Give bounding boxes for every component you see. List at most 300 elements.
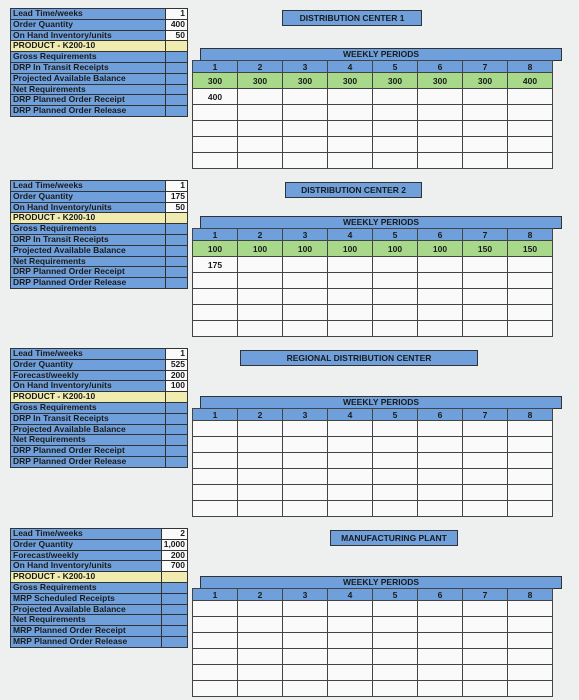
rdc-grid-cell[interactable] bbox=[193, 469, 238, 485]
dc1-grid-cell[interactable] bbox=[328, 121, 373, 137]
dc1-grid-cell[interactable] bbox=[193, 121, 238, 137]
rdc-grid-cell[interactable] bbox=[418, 501, 463, 517]
dc1-grid-cell[interactable] bbox=[508, 137, 553, 153]
dc1-grid-cell[interactable] bbox=[193, 153, 238, 169]
dc2-grid-cell[interactable] bbox=[508, 305, 553, 321]
rdc-grid-cell[interactable] bbox=[328, 437, 373, 453]
dc2-grid-cell[interactable] bbox=[193, 273, 238, 289]
rdc-grid bbox=[192, 408, 553, 517]
mfg-grid-cell[interactable] bbox=[508, 681, 553, 697]
rdc-param-row bbox=[11, 359, 188, 370]
mfg-grid-cell[interactable] bbox=[283, 665, 328, 681]
mfg-grid-cell[interactable] bbox=[373, 617, 418, 633]
mfg-grid-cell[interactable] bbox=[283, 601, 328, 617]
dc2-grid-cell[interactable] bbox=[328, 273, 373, 289]
rdc-period-header bbox=[193, 409, 553, 421]
mfg-param-value[interactable] bbox=[161, 593, 187, 604]
mfg-param-label: Gross Requirements bbox=[11, 582, 162, 593]
dc1-param-value[interactable] bbox=[166, 106, 188, 117]
rdc-param-value[interactable] bbox=[166, 413, 188, 424]
rdc-param-value[interactable] bbox=[166, 424, 188, 435]
rdc-param-row bbox=[11, 456, 188, 467]
rdc-param-label: DRP Planned Order Receipt bbox=[11, 446, 166, 457]
rdc-grid-cell[interactable] bbox=[238, 469, 283, 485]
mfg-grid-cell[interactable] bbox=[238, 601, 283, 617]
dc2-grid-cell[interactable] bbox=[508, 321, 553, 337]
dc2-param-row bbox=[11, 181, 188, 192]
mfg-grid-cell[interactable] bbox=[238, 617, 283, 633]
dc2-grid-cell[interactable]: 100 bbox=[283, 241, 328, 257]
dc2-grid-row bbox=[193, 289, 553, 305]
dc1-grid-cell[interactable] bbox=[418, 89, 463, 105]
dc2-grid-cell[interactable] bbox=[328, 321, 373, 337]
dc1-grid-cell[interactable] bbox=[283, 153, 328, 169]
dc2-grid-cell[interactable]: 100 bbox=[238, 241, 283, 257]
dc1-grid-cell[interactable] bbox=[373, 105, 418, 121]
mfg-grid-cell[interactable] bbox=[328, 665, 373, 681]
rdc-grid-cell[interactable] bbox=[508, 469, 553, 485]
dc1-param-value[interactable] bbox=[166, 73, 188, 84]
rdc-grid-cell[interactable] bbox=[283, 469, 328, 485]
dc2-param-value[interactable]: 1 bbox=[166, 181, 188, 192]
rdc-param-value[interactable] bbox=[166, 435, 188, 446]
mfg-param-label: Forecast/weekly bbox=[11, 550, 162, 561]
mfg-param-value[interactable]: 2 bbox=[161, 529, 187, 540]
dc2-grid-cell[interactable] bbox=[463, 257, 508, 273]
dc1-grid-cell[interactable] bbox=[283, 105, 328, 121]
dc1-grid-cell[interactable] bbox=[193, 105, 238, 121]
dc2-period-number: 5 bbox=[373, 229, 418, 241]
mfg-grid-cell[interactable] bbox=[373, 633, 418, 649]
dc2-grid-cell[interactable] bbox=[373, 257, 418, 273]
dc2-grid-cell[interactable]: 175 bbox=[193, 257, 238, 273]
dc2-param-label: Order Quantity bbox=[11, 191, 166, 202]
rdc-grid-row bbox=[193, 469, 553, 485]
dc1-param-row bbox=[11, 62, 188, 73]
rdc-grid-cell[interactable] bbox=[238, 501, 283, 517]
dc1-grid-cell[interactable] bbox=[238, 153, 283, 169]
rdc-param-label: Lead Time/weeks bbox=[11, 349, 166, 360]
rdc-param-value[interactable]: 1 bbox=[166, 349, 188, 360]
dc2-param-value[interactable]: 50 bbox=[166, 202, 188, 213]
mfg-param-value[interactable] bbox=[161, 582, 187, 593]
dc2-grid-cell[interactable] bbox=[238, 273, 283, 289]
rdc-param-value[interactable]: 100 bbox=[166, 381, 188, 392]
dc1-grid-cell[interactable] bbox=[463, 89, 508, 105]
dc1-grid-cell[interactable]: 300 bbox=[283, 73, 328, 89]
mfg-param-label: Lead Time/weeks bbox=[11, 529, 162, 540]
dc2-param-value[interactable] bbox=[166, 256, 188, 267]
dc1-grid-cell[interactable] bbox=[508, 153, 553, 169]
dc1-grid-cell[interactable] bbox=[283, 89, 328, 105]
dc1-param-value[interactable] bbox=[166, 62, 188, 73]
mfg-grid-cell[interactable] bbox=[193, 665, 238, 681]
rdc-grid-cell[interactable] bbox=[283, 501, 328, 517]
dc1-grid-cell[interactable] bbox=[238, 89, 283, 105]
dc1-grid-cell[interactable] bbox=[238, 121, 283, 137]
rdc-grid-cell[interactable] bbox=[283, 453, 328, 469]
dc2-grid-cell[interactable]: 100 bbox=[373, 241, 418, 257]
mfg-param-value[interactable]: 1,000 bbox=[161, 539, 187, 550]
dc1-grid-cell[interactable] bbox=[463, 137, 508, 153]
rdc-grid-cell[interactable] bbox=[193, 501, 238, 517]
mfg-grid-cell[interactable] bbox=[238, 633, 283, 649]
dc1-grid-cell[interactable]: 400 bbox=[193, 89, 238, 105]
dc2-grid-cell[interactable] bbox=[463, 321, 508, 337]
rdc-grid-cell[interactable] bbox=[238, 421, 283, 437]
mfg-param-value[interactable] bbox=[161, 615, 187, 626]
dc1-param-label: Gross Requirements bbox=[11, 52, 166, 63]
dc2-grid-cell[interactable]: 100 bbox=[193, 241, 238, 257]
rdc-grid-cell[interactable] bbox=[418, 437, 463, 453]
dc1-grid-cell[interactable] bbox=[418, 137, 463, 153]
rdc-grid-cell[interactable] bbox=[463, 501, 508, 517]
dc2-grid-cell[interactable] bbox=[283, 289, 328, 305]
dc2-param-value[interactable] bbox=[166, 213, 188, 224]
rdc-grid-cell[interactable] bbox=[193, 485, 238, 501]
rdc-title: REGIONAL DISTRIBUTION CENTER bbox=[240, 350, 478, 366]
dc2-param-row bbox=[11, 213, 188, 224]
mfg-grid-cell[interactable] bbox=[418, 665, 463, 681]
mfg-grid-cell[interactable] bbox=[283, 681, 328, 697]
rdc-param-value[interactable] bbox=[166, 392, 188, 403]
mfg-param-value[interactable] bbox=[161, 626, 187, 637]
dc2-param-row bbox=[11, 278, 188, 289]
mfg-grid-cell[interactable] bbox=[463, 617, 508, 633]
rdc-param-row bbox=[11, 381, 188, 392]
mfg-grid-row bbox=[193, 665, 553, 681]
dc2-grid-cell[interactable] bbox=[283, 273, 328, 289]
mfg-grid-cell[interactable] bbox=[238, 649, 283, 665]
mfg-grid-cell[interactable] bbox=[283, 649, 328, 665]
mfg-grid-cell[interactable] bbox=[508, 601, 553, 617]
dc1-grid-row bbox=[193, 73, 553, 89]
dc2-param-row bbox=[11, 267, 188, 278]
dc2-grid-cell[interactable] bbox=[283, 321, 328, 337]
dc2-grid-cell[interactable] bbox=[238, 321, 283, 337]
dc1-grid-cell[interactable] bbox=[373, 153, 418, 169]
dc1-grid-cell[interactable] bbox=[283, 121, 328, 137]
mfg-param-value[interactable]: 200 bbox=[161, 550, 187, 561]
dc2-grid-cell[interactable]: 150 bbox=[463, 241, 508, 257]
mfg-param-value[interactable] bbox=[161, 572, 187, 583]
dc2-param-value[interactable] bbox=[166, 267, 188, 278]
rdc-grid-cell[interactable] bbox=[193, 453, 238, 469]
rdc-param-value[interactable] bbox=[166, 456, 188, 467]
dc2-param-row bbox=[11, 245, 188, 256]
rdc-grid-cell[interactable] bbox=[328, 421, 373, 437]
mfg-period-number: 2 bbox=[238, 589, 283, 601]
dc1-grid-cell[interactable] bbox=[193, 137, 238, 153]
dc1-param-row bbox=[11, 19, 188, 30]
dc2-grid-cell[interactable] bbox=[418, 321, 463, 337]
dc2-grid-cell[interactable] bbox=[463, 305, 508, 321]
dc1-param-value[interactable] bbox=[166, 41, 188, 52]
mfg-grid-cell[interactable] bbox=[508, 665, 553, 681]
rdc-grid-cell[interactable] bbox=[463, 453, 508, 469]
dc1-param-value[interactable] bbox=[166, 52, 188, 63]
dc1-grid-cell[interactable] bbox=[508, 105, 553, 121]
mfg-grid-cell[interactable] bbox=[418, 601, 463, 617]
mfg-grid-cell[interactable] bbox=[238, 681, 283, 697]
dc1-param-value[interactable] bbox=[166, 84, 188, 95]
dc2-grid-cell[interactable] bbox=[418, 273, 463, 289]
mfg-grid-cell[interactable] bbox=[373, 649, 418, 665]
rdc-grid-cell[interactable] bbox=[193, 421, 238, 437]
rdc-param-row bbox=[11, 424, 188, 435]
dc1-grid-cell[interactable] bbox=[283, 137, 328, 153]
dc2-period-number: 1 bbox=[193, 229, 238, 241]
rdc-grid-cell[interactable] bbox=[238, 485, 283, 501]
mfg-param-value[interactable]: 700 bbox=[161, 561, 187, 572]
mfg-grid-cell[interactable] bbox=[418, 617, 463, 633]
mfg-grid-cell[interactable] bbox=[463, 601, 508, 617]
mfg-grid-cell[interactable] bbox=[193, 681, 238, 697]
dc1-grid-cell[interactable] bbox=[373, 89, 418, 105]
dc2-grid-cell[interactable] bbox=[373, 289, 418, 305]
dc2-grid-cell[interactable] bbox=[418, 289, 463, 305]
dc1-param-label: DRP Planned Order Release bbox=[11, 106, 166, 117]
dc2-weekly-periods: WEEKLY PERIODS bbox=[200, 216, 562, 229]
rdc-grid-cell[interactable] bbox=[508, 421, 553, 437]
mfg-param-label: PRODUCT - K200-10 bbox=[11, 572, 162, 583]
dc1-param-value[interactable]: 50 bbox=[166, 30, 188, 41]
mfg-grid-cell[interactable] bbox=[463, 649, 508, 665]
mfg-grid-cell[interactable] bbox=[418, 649, 463, 665]
dc1-param-label: On Hand Inventory/units bbox=[11, 30, 166, 41]
mfg-grid-cell[interactable] bbox=[418, 681, 463, 697]
rdc-param-label: Order Quantity bbox=[11, 359, 166, 370]
mfg-period-number: 8 bbox=[508, 589, 553, 601]
mfg-grid-cell[interactable] bbox=[193, 649, 238, 665]
rdc-grid-row bbox=[193, 485, 553, 501]
rdc-grid-cell[interactable] bbox=[463, 437, 508, 453]
dc1-period-number: 3 bbox=[283, 61, 328, 73]
dc1-period-number: 8 bbox=[508, 61, 553, 73]
mfg-grid-cell[interactable] bbox=[508, 617, 553, 633]
dc1-grid-cell[interactable] bbox=[463, 153, 508, 169]
rdc-grid-cell[interactable] bbox=[238, 437, 283, 453]
rdc-grid-cell[interactable] bbox=[418, 421, 463, 437]
dc1-grid-cell[interactable]: 300 bbox=[238, 73, 283, 89]
dc1-grid-cell[interactable] bbox=[238, 137, 283, 153]
rdc-grid-cell[interactable] bbox=[328, 453, 373, 469]
mfg-grid-cell[interactable] bbox=[193, 601, 238, 617]
dc1-grid-cell[interactable] bbox=[373, 121, 418, 137]
rdc-grid-cell[interactable] bbox=[463, 485, 508, 501]
mfg-grid-cell[interactable] bbox=[373, 665, 418, 681]
rdc-grid-cell[interactable] bbox=[508, 437, 553, 453]
rdc-grid-cell[interactable] bbox=[373, 437, 418, 453]
dc1-title: DISTRIBUTION CENTER 1 bbox=[282, 10, 422, 26]
dc2-grid-cell[interactable] bbox=[418, 257, 463, 273]
mfg-period-number: 5 bbox=[373, 589, 418, 601]
rdc-grid-cell[interactable] bbox=[508, 485, 553, 501]
dc2-grid-cell[interactable] bbox=[238, 305, 283, 321]
dc2-param-row bbox=[11, 202, 188, 213]
dc1-period-number: 4 bbox=[328, 61, 373, 73]
dc2-grid-row bbox=[193, 273, 553, 289]
dc2-grid-cell[interactable] bbox=[193, 305, 238, 321]
dc1-grid-row bbox=[193, 89, 553, 105]
rdc-param-row bbox=[11, 349, 188, 360]
dc2-grid-cell[interactable] bbox=[508, 257, 553, 273]
dc2-grid-cell[interactable] bbox=[283, 305, 328, 321]
rdc-grid-cell[interactable] bbox=[283, 421, 328, 437]
rdc-block bbox=[10, 348, 570, 520]
mfg-grid-cell[interactable] bbox=[463, 681, 508, 697]
mfg-grid-cell[interactable] bbox=[328, 601, 373, 617]
dc2-grid-cell[interactable] bbox=[373, 273, 418, 289]
dc2-grid-cell[interactable] bbox=[283, 257, 328, 273]
dc2-grid-cell[interactable] bbox=[238, 257, 283, 273]
dc1-grid-cell[interactable] bbox=[373, 137, 418, 153]
dc2-grid-cell[interactable] bbox=[373, 305, 418, 321]
dc1-grid-row bbox=[193, 137, 553, 153]
rdc-grid-cell[interactable] bbox=[373, 421, 418, 437]
dc2-grid-cell[interactable] bbox=[193, 321, 238, 337]
mfg-param-value[interactable] bbox=[161, 604, 187, 615]
dc1-grid-cell[interactable]: 300 bbox=[193, 73, 238, 89]
mfg-grid-cell[interactable] bbox=[508, 649, 553, 665]
rdc-grid-cell[interactable] bbox=[418, 485, 463, 501]
rdc-grid-cell[interactable] bbox=[283, 437, 328, 453]
rdc-grid-cell[interactable] bbox=[328, 501, 373, 517]
dc1-grid-cell[interactable] bbox=[328, 153, 373, 169]
dc2-grid-cell[interactable]: 150 bbox=[508, 241, 553, 257]
rdc-grid-cell[interactable] bbox=[508, 453, 553, 469]
dc2-grid-cell[interactable] bbox=[373, 321, 418, 337]
mfg-param-value[interactable] bbox=[161, 636, 187, 647]
mfg-grid-cell[interactable] bbox=[283, 633, 328, 649]
dc1-grid-cell[interactable] bbox=[238, 105, 283, 121]
dc2-grid-cell[interactable] bbox=[328, 257, 373, 273]
rdc-param-value[interactable]: 525 bbox=[166, 359, 188, 370]
dc2-grid-cell[interactable] bbox=[238, 289, 283, 305]
dc1-grid-row bbox=[193, 153, 553, 169]
dc2-grid-cell[interactable]: 100 bbox=[418, 241, 463, 257]
mfg-grid-cell[interactable] bbox=[193, 633, 238, 649]
mfg-grid-cell[interactable] bbox=[328, 617, 373, 633]
rdc-grid-cell[interactable] bbox=[328, 485, 373, 501]
mfg-param-row bbox=[11, 593, 188, 604]
dc2-grid-row bbox=[193, 241, 553, 257]
rdc-param-value[interactable]: 200 bbox=[166, 370, 188, 381]
rdc-grid-cell[interactable] bbox=[463, 469, 508, 485]
dc2-grid-cell[interactable] bbox=[193, 289, 238, 305]
dc2-param-value[interactable] bbox=[166, 234, 188, 245]
dc2-grid-cell[interactable] bbox=[328, 305, 373, 321]
mfg-block bbox=[10, 528, 570, 696]
dc1-grid-cell[interactable]: 300 bbox=[328, 73, 373, 89]
dc2-param-value[interactable] bbox=[166, 245, 188, 256]
dc1-period-number: 1 bbox=[193, 61, 238, 73]
mfg-grid-cell[interactable] bbox=[463, 665, 508, 681]
dc2-grid-cell[interactable] bbox=[418, 305, 463, 321]
dc1-grid-cell[interactable] bbox=[418, 121, 463, 137]
dc1-grid-cell[interactable] bbox=[463, 105, 508, 121]
dc1-grid-cell[interactable]: 400 bbox=[508, 73, 553, 89]
mfg-param-label: MRP Planned Order Receipt bbox=[11, 626, 162, 637]
dc1-grid-cell[interactable] bbox=[328, 137, 373, 153]
rdc-grid-cell[interactable] bbox=[373, 501, 418, 517]
rdc-grid-cell[interactable] bbox=[373, 485, 418, 501]
dc2-period-number: 8 bbox=[508, 229, 553, 241]
dc1-grid-cell[interactable] bbox=[463, 121, 508, 137]
dc1-param-row bbox=[11, 30, 188, 41]
rdc-param-row bbox=[11, 446, 188, 457]
dc1-grid-cell[interactable]: 300 bbox=[418, 73, 463, 89]
dc1-param-value[interactable]: 400 bbox=[166, 19, 188, 30]
dc2-period-number: 3 bbox=[283, 229, 328, 241]
dc2-grid-cell[interactable] bbox=[463, 289, 508, 305]
dc1-grid-cell[interactable]: 300 bbox=[463, 73, 508, 89]
dc2-param-row bbox=[11, 234, 188, 245]
dc2-param-value[interactable] bbox=[166, 278, 188, 289]
dc1-grid-cell[interactable]: 300 bbox=[373, 73, 418, 89]
mfg-grid-cell[interactable] bbox=[373, 681, 418, 697]
mfg-title: MANUFACTURING PLANT bbox=[330, 530, 458, 546]
mfg-grid-cell[interactable] bbox=[238, 665, 283, 681]
dc2-grid-row bbox=[193, 321, 553, 337]
dc1-param-value[interactable]: 1 bbox=[166, 9, 188, 20]
mfg-grid-cell[interactable] bbox=[418, 633, 463, 649]
mfg-grid-cell[interactable] bbox=[373, 601, 418, 617]
rdc-grid-row bbox=[193, 437, 553, 453]
dc2-grid-cell[interactable] bbox=[508, 273, 553, 289]
rdc-param-value[interactable] bbox=[166, 402, 188, 413]
dc2-grid-cell[interactable] bbox=[508, 289, 553, 305]
mfg-grid-cell[interactable] bbox=[328, 649, 373, 665]
dc1-grid-cell[interactable] bbox=[508, 89, 553, 105]
mfg-grid-cell[interactable] bbox=[193, 617, 238, 633]
rdc-grid-cell[interactable] bbox=[283, 485, 328, 501]
mfg-weekly-periods: WEEKLY PERIODS bbox=[200, 576, 562, 589]
dc2-grid-cell[interactable] bbox=[463, 273, 508, 289]
dc1-param-value[interactable] bbox=[166, 95, 188, 106]
dc1-grid-cell[interactable] bbox=[418, 105, 463, 121]
rdc-grid-cell[interactable] bbox=[373, 453, 418, 469]
rdc-grid-cell[interactable] bbox=[193, 437, 238, 453]
dc1-grid-cell[interactable] bbox=[418, 153, 463, 169]
rdc-param-label: Gross Requirements bbox=[11, 402, 166, 413]
rdc-grid-cell[interactable] bbox=[508, 501, 553, 517]
mfg-period-number: 6 bbox=[418, 589, 463, 601]
rdc-grid-cell[interactable] bbox=[238, 453, 283, 469]
dc2-param-value[interactable]: 175 bbox=[166, 191, 188, 202]
rdc-grid-cell[interactable] bbox=[463, 421, 508, 437]
rdc-grid-cell[interactable] bbox=[328, 469, 373, 485]
dc1-grid-cell[interactable] bbox=[508, 121, 553, 137]
mfg-grid-cell[interactable] bbox=[328, 633, 373, 649]
dc2-param-row bbox=[11, 191, 188, 202]
mfg-grid-cell[interactable] bbox=[463, 633, 508, 649]
dc1-param-label: DRP In Transit Receipts bbox=[11, 62, 166, 73]
dc2-grid-cell[interactable]: 100 bbox=[328, 241, 373, 257]
dc2-param-value[interactable] bbox=[166, 224, 188, 235]
mfg-grid-cell[interactable] bbox=[508, 633, 553, 649]
mfg-param-row bbox=[11, 529, 188, 540]
rdc-param-value[interactable] bbox=[166, 446, 188, 457]
dc1-grid-cell[interactable] bbox=[328, 105, 373, 121]
rdc-grid-cell[interactable] bbox=[418, 453, 463, 469]
dc2-grid-cell[interactable] bbox=[328, 289, 373, 305]
rdc-grid-cell[interactable] bbox=[418, 469, 463, 485]
mfg-grid-cell[interactable] bbox=[283, 617, 328, 633]
rdc-grid-cell[interactable] bbox=[373, 469, 418, 485]
dc1-grid-cell[interactable] bbox=[328, 89, 373, 105]
mfg-grid-cell[interactable] bbox=[328, 681, 373, 697]
